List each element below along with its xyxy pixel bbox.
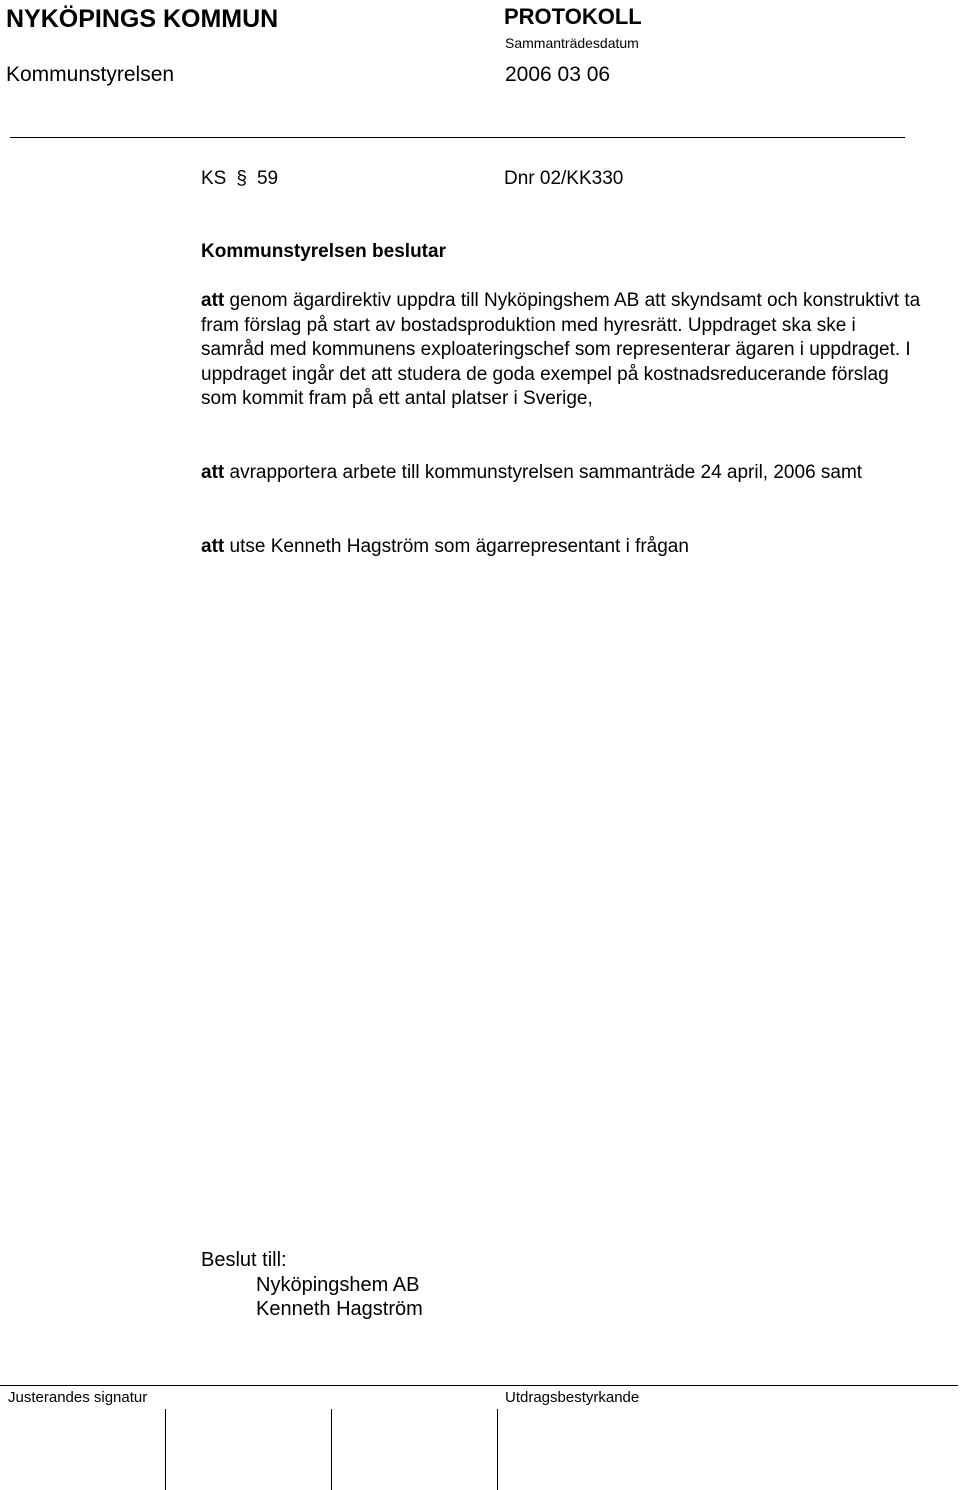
decision-text: utse Kenneth Hagström som ägarrepresentant i frågan [224,536,689,557]
decision-item [201,461,921,486]
decision-keyword: att [201,462,225,483]
footer-divider [0,1385,958,1386]
signature-field-divider [331,1409,332,1490]
diary-number: Dnr 02/KK330 [504,168,624,189]
decision-keyword: att [201,290,225,311]
signature-field-divider [497,1409,498,1490]
header-divider [10,137,905,138]
section-symbol: § [236,168,247,189]
decision-item [201,535,921,560]
decision-item [201,289,921,412]
decision-keyword: att [201,536,225,557]
distribution-recipient: Nyköpingshem AB [256,1274,420,1296]
certification-label: Utdragsbestyrkande [505,1389,640,1406]
decision-text: genom ägardirektiv uppdra till Nyköpingshem AB att skyndsamt och konstruktivt ta fram förslag på start av bostadsproduktion med hyresrätt. Uppdraget ska ske i samråd med kommunens exploateringschef som representerar ägaren i uppdraget. I uppdraget ingår det att studera de goda exempel på kostnadsreducerande förslag som kommit fram på ett antal platser i Sverige, [201,290,921,410]
meeting-date: 2006 03 06 [505,63,611,86]
case-reference [201,167,278,191]
signature-field-divider [165,1409,166,1490]
signature-label: Justerandes signatur [8,1389,148,1406]
meeting-date-label: Sammanträdesdatum [505,35,639,51]
distribution-recipient: Kenneth Hagström [256,1298,423,1320]
organization-name: NYKÖPINGS KOMMUN [6,5,279,33]
decision-heading: Kommunstyrelsen beslutar [201,241,446,262]
distribution-label: Beslut till: [201,1249,287,1271]
case-number: 59 [256,168,279,189]
document-type: PROTOKOLL [504,4,642,29]
decision-text: avrapportera arbete till kommunstyrelsen sammanträde 24 april, 2006 samt [224,462,863,483]
governing-body: Kommunstyrelsen [6,63,175,86]
case-prefix: KS [201,168,227,189]
